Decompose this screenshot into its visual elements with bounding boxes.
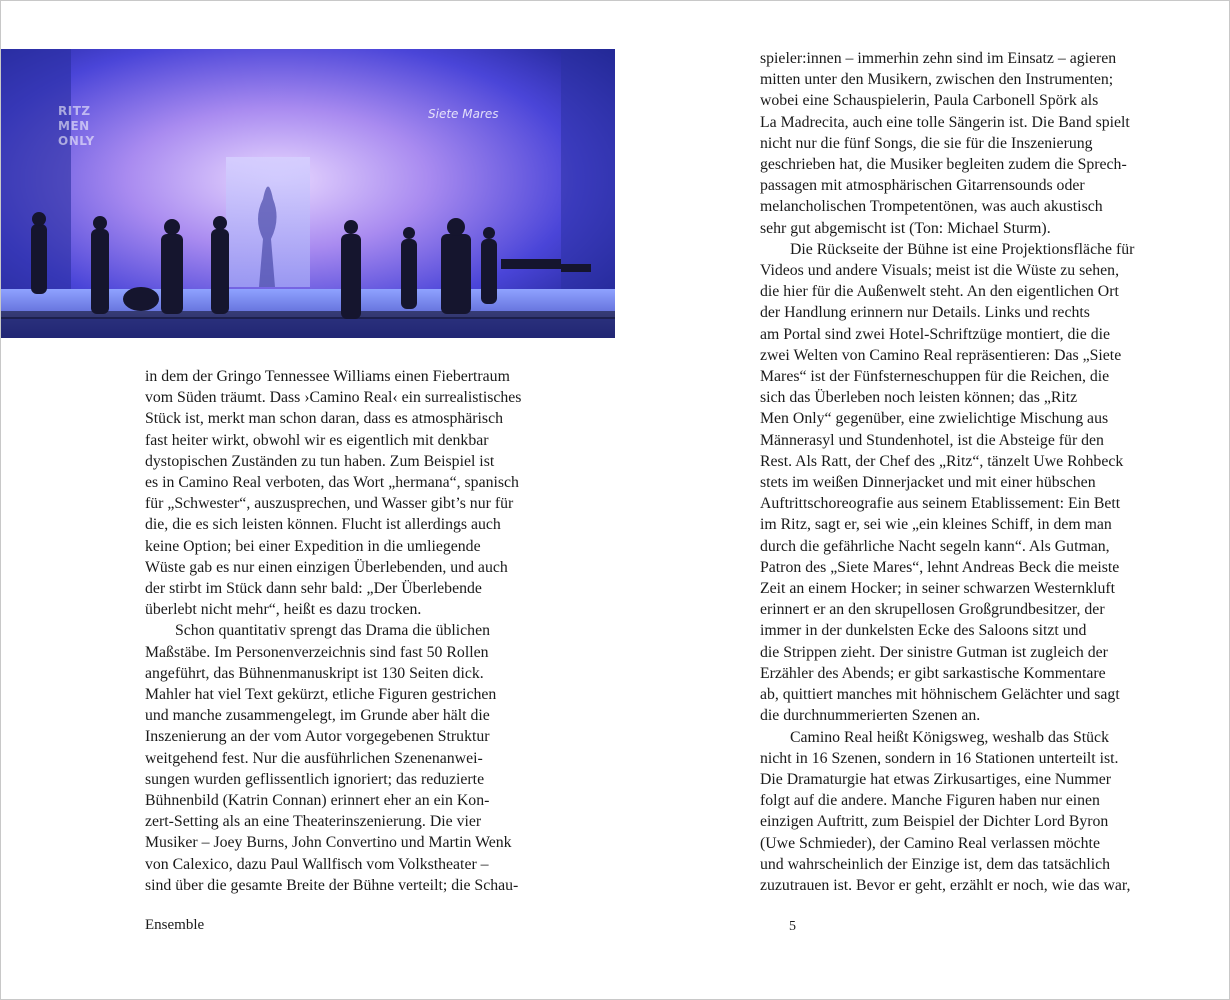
text-line: erinnert er an den skrupellosen Großgrundbesitzer, der [760, 601, 1105, 619]
text-line: der stirbt im Stück dann sehr bald: „Der Überlebende [145, 580, 482, 598]
text-line: Erzähler des Abends; er gibt sarkastische Kommentare [760, 664, 1106, 682]
text-line: Männerasyl und Stundenhotel, ist die Absteige für den [760, 431, 1104, 449]
stage-photo [1, 49, 615, 338]
paragraph-3 [760, 48, 1180, 239]
text-line: Rest. Als Ratt, der Chef des „Ritz“, tänzelt Uwe Rohbeck [760, 452, 1124, 470]
text-line: Zeit an einem Hocker; in seiner schwarzen Westernkluft [760, 580, 1116, 598]
text-line: von Calexico, dazu Paul Wallfisch vom Volkstheater – [145, 855, 489, 873]
text-line: die, die es sich leisten können. Flucht ist allerdings auch [145, 516, 501, 534]
text-line: wobei eine Schauspielerin, Paula Carbonell Spörk als [760, 92, 1099, 110]
text-line: Camino Real heißt Königsweg, weshalb das Stück [790, 728, 1109, 746]
text-line: weitgehend fest. Nur die ausführlichen Szenenanwei- [145, 749, 483, 767]
text-line: nicht in 16 Szenen, sondern in 16 Stationen unterteilt ist. [760, 749, 1119, 767]
paragraph-4 [760, 239, 1180, 727]
ritz-sign-text: RITZ MEN ONLY [58, 104, 95, 148]
text-line: Mares“ ist der Fünfsterneschuppen für die Reichen, die [760, 368, 1110, 386]
text-line: am Portal sind zwei Hotel-Schriftzüge montiert, die die [760, 325, 1111, 343]
text-line: melancholischen Trompetentönen, was auch akustisch [760, 198, 1103, 216]
text-line: Inszenierung an der vom Autor vorgegebenen Struktur [145, 728, 490, 746]
text-line: und manche zusammengelegt, im Grunde aber hält die [145, 707, 490, 725]
text-line: Musiker – Joey Burns, John Convertino und Martin Wenk [145, 834, 512, 852]
text-line: für „Schwester“, auszusprechen, und Wasser gibt’s nur für [145, 495, 514, 513]
stage-photo-art [1, 49, 615, 338]
paragraph-2 [145, 620, 565, 896]
left-text-column [145, 366, 565, 896]
text-line: sehr gut abgemischt ist (Ton: Michael Sturm). [760, 219, 1051, 237]
text-line: angeführt, das Bühnenmanuskript ist 130 Seiten dick. [145, 664, 484, 682]
text-line: einzigen Auftritt, zum Beispiel der Dichter Lord Byron [760, 813, 1109, 831]
text-line: Patron des „Siete Mares“, lehnt Andreas Beck die meiste [760, 558, 1120, 576]
text-line: spieler:innen – immerhin zehn sind im Einsatz – agieren [760, 50, 1117, 67]
text-line: Maßstäbe. Im Personenverzeichnis sind fast 50 Rollen [145, 643, 489, 661]
text-line: zert-Setting als an eine Theaterinszenierung. Die vier [145, 813, 482, 831]
text-line: sind über die gesamte Breite der Bühne verteilt; die Schau- [145, 876, 519, 894]
text-line: und wahrscheinlich der Einzige ist, dem das tatsächlich [760, 855, 1111, 873]
right-text-column [760, 48, 1180, 896]
text-line: nicht nur die fünf Songs, die sie für die Inszenierung [760, 134, 1093, 152]
text-line: sich das Überleben noch leisten können; das „Ritz [760, 389, 1078, 407]
page-number: 5 [789, 919, 796, 934]
text-line: Videos und andere Visuals; meist ist die Wüste zu sehen, [760, 262, 1120, 280]
text-line: vom Süden träumt. Dass ›Camino Real‹ ein surrealistisches [145, 389, 522, 407]
text-line: die hier für die Außenwelt steht. An den eigentlichen Ort [760, 283, 1119, 301]
text-line: keine Option; bei einer Expedition in die umliegende [145, 537, 481, 555]
text-line: (Uwe Schmieder), der Camino Real verlassen möchte [760, 834, 1100, 852]
text-line: im Ritz, sagt er, sei wie „ein kleines Schiff, in dem man [760, 516, 1112, 534]
paragraph-5 [760, 727, 1180, 897]
text-line: überlebt nicht mehr“, heißt es dazu trocken. [145, 601, 422, 619]
text-line: stets im weißen Dinnerjacket und mit einer hübschen [760, 474, 1096, 492]
text-line: passagen mit atmosphärischen Gitarrensounds oder [760, 177, 1085, 195]
text-line: sungen wurden geflissentlich ignoriert; das reduzierte [145, 770, 485, 788]
text-line: zuzutrauen ist. Bevor er geht, erzählt er noch, wie das war, [760, 876, 1131, 894]
paragraph-1 [145, 366, 565, 620]
text-line: Wüste gab es nur einen einzigen Überlebenden, und auch [145, 558, 508, 576]
text-line: es in Camino Real verboten, das Wort „hermana“, spanisch [145, 474, 519, 492]
text-line: immer in der dunkelsten Ecke des Saloons sitzt und [760, 622, 1087, 640]
text-line: mitten unter den Musikern, zwischen den Instrumenten; [760, 71, 1114, 89]
text-line: durch die gefährliche Nacht segeln kann“. Als Gutman, [760, 537, 1110, 555]
text-line: die Strippen zieht. Der sinistre Gutman ist zugleich der [760, 643, 1108, 661]
text-line: Bühnenbild (Katrin Connan) erinnert eher an ein Kon- [145, 792, 490, 810]
text-line: die durchnummerierten Szenen an. [760, 707, 981, 725]
text-line: La Madrecita, auch eine tolle Sängerin ist. Die Band spielt [760, 113, 1130, 131]
siete-mares-sign-text: Siete Mares [428, 107, 499, 121]
text-line: der Handlung erinnern nur Details. Links und rechts [760, 304, 1090, 322]
text-line: in dem der Gringo Tennessee Williams einen Fiebertraum [145, 368, 510, 385]
text-line: folgt auf die andere. Manche Figuren haben nur einen [760, 792, 1100, 810]
text-line: Die Rückseite der Bühne ist eine Projektionsfläche für [790, 240, 1135, 258]
text-line: Men Only“ gegenüber, eine zwielichtige Mischung aus [760, 410, 1109, 428]
text-line: zwei Welten von Camino Real repräsentieren: Das „Siete [760, 346, 1122, 364]
text-line: geschrieben hat, die Musiker begleiten zudem die Sprech- [760, 156, 1127, 174]
text-line: Stück ist, merkt man schon daran, dass es atmosphärisch [145, 410, 503, 428]
text-line: Schon quantitativ sprengt das Drama die üblichen [175, 622, 490, 640]
text-line: fast heiter wirkt, obwohl wir es eigentlich mit denkbar [145, 431, 489, 449]
text-line: Die Dramaturgie hat etwas Zirkusartiges, eine Nummer [760, 770, 1112, 788]
running-footer: Ensemble [145, 917, 205, 933]
text-line: Mahler hat viel Text gekürzt, etliche Figuren gestrichen [145, 686, 497, 704]
text-line: dystopischen Zuständen zu tun haben. Zum Beispiel ist [145, 452, 495, 470]
text-line: Auftrittschoreografie aus seinem Etablissement: Ein Bett [760, 495, 1121, 513]
text-line: ab, quittiert manches mit höhnischem Gelächter und sagt [760, 686, 1120, 704]
